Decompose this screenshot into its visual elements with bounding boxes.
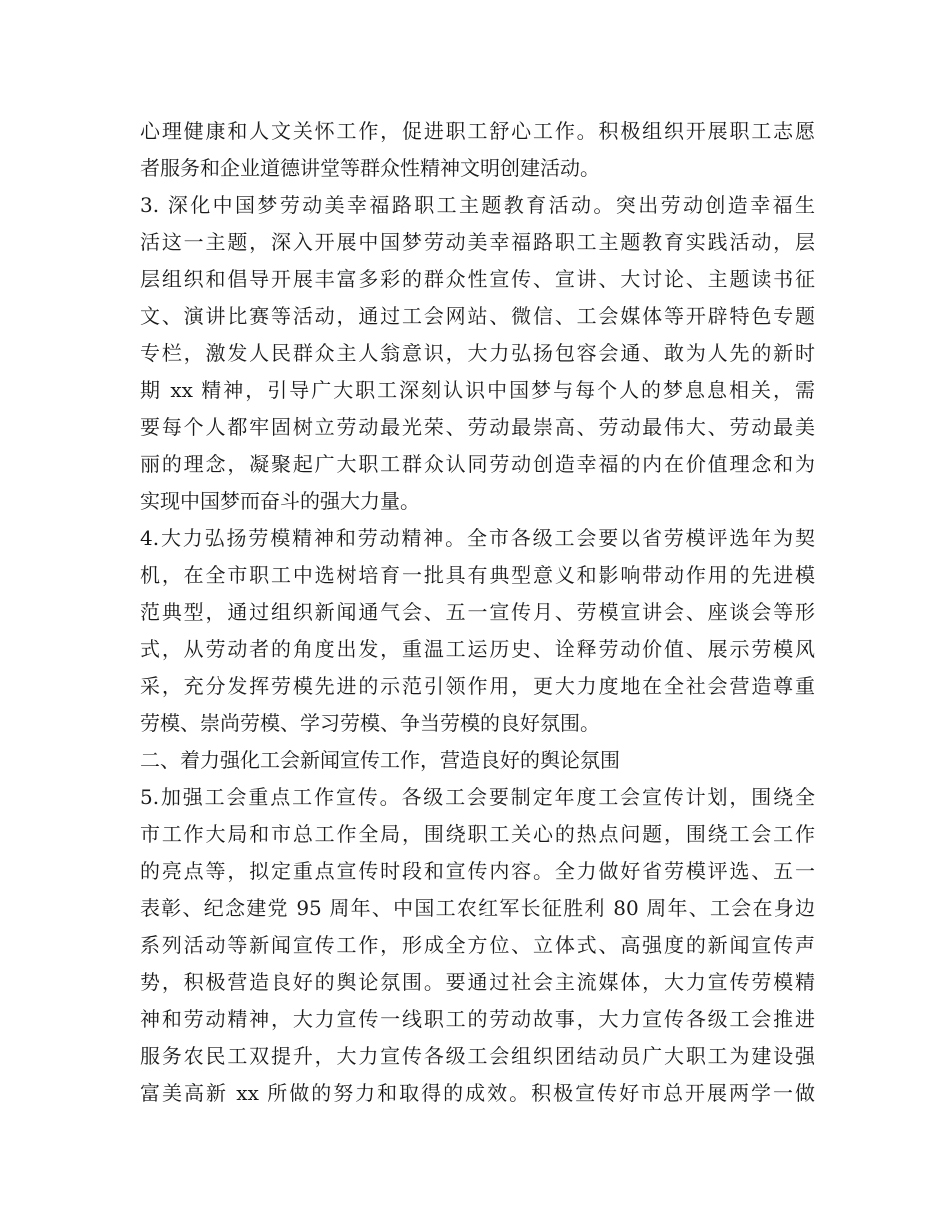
text-line: 者服务和企业道德讲堂等群众性精神文明创建活动。 (140, 156, 600, 180)
text-line: 期 xx 精神，引导广大职工深刻认识中国梦与每个人的梦息息相关，需 (140, 378, 815, 402)
text-line: 4.大力弘扬劳模精神和劳动精神。全市各级工会要以省劳模评选年为契 (140, 526, 815, 550)
text-line: 层组织和倡导开展丰富多彩的群众性宣传、宣讲、大讨论、主题读书征 (140, 267, 815, 291)
text-line: 势，积极营造良好的舆论氛围。要通过社会主流媒体，大力宣传劳模精 (140, 970, 815, 994)
text-line: 文、演讲比赛等活动，通过工会网站、微信、工会媒体等开辟特色专题 (140, 304, 815, 328)
text-line: 实现中国梦而奋斗的强大力量。 (140, 489, 420, 513)
text-line: 采，充分发挥劳模先进的示范引领作用，更大力度地在全社会营造尊重 (140, 674, 815, 698)
text-line: 表彰、纪念建党 95 周年、中国工农红军长征胜利 80 周年、工会在身边 (140, 896, 815, 920)
text-line: 5.加强工会重点工作宣传。各级工会要制定年度工会宣传计划，围绕全 (140, 785, 815, 809)
text-line: 市工作大局和市总工作全局，围绕职工关心的热点问题，围绕工会工作 (140, 822, 815, 846)
text-line: 服务农民工双提升，大力宣传各级工会组织团结动员广大职工为建设强 (140, 1044, 815, 1068)
body-text (140, 113, 815, 1112)
section-heading: 二、着力强化工会新闻宣传工作，营造良好的舆论氛围 (140, 748, 620, 772)
text-line: 机，在全市职工中选树培育一批具有典型意义和影响带动作用的先进模 (140, 563, 815, 587)
text-line: 要每个人都牢固树立劳动最光荣、劳动最崇高、劳动最伟大、劳动最美 (140, 415, 815, 439)
text-line: 劳模、崇尚劳模、学习劳模、争当劳模的良好氛围。 (140, 711, 600, 735)
text-line: 的亮点等，拟定重点宣传时段和宣传内容。全力做好省劳模评选、五一 (140, 859, 815, 883)
text-line: 式，从劳动者的角度出发，重温工运历史、诠释劳动价值、展示劳模风 (140, 637, 815, 661)
text-line: 系列活动等新闻宣传工作，形成全方位、立体式、高强度的新闻宣传声 (140, 933, 815, 957)
text-line: 丽的理念，凝聚起广大职工群众认同劳动创造幸福的内在价值理念和为 (140, 452, 815, 476)
text-line: 富美高新 xx 所做的努力和取得的成效。积极宣传好市总开展两学一做 (140, 1081, 815, 1105)
text-line: 范典型，通过组织新闻通气会、五一宣传月、劳模宣讲会、座谈会等形 (140, 600, 815, 624)
text-line: 专栏，激发人民群众主人翁意识，大力弘扬包容会通、敢为人先的新时 (140, 341, 815, 365)
text-line: 活这一主题，深入开展中国梦劳动美幸福路职工主题教育实践活动，层 (140, 230, 815, 254)
text-line: 3. 深化中国梦劳动美幸福路职工主题教育活动。突出劳动创造幸福生 (140, 193, 815, 217)
text-line: 神和劳动精神，大力宣传一线职工的劳动故事，大力宣传各级工会推进 (140, 1007, 815, 1031)
text-line: 心理健康和人文关怀工作，促进职工舒心工作。积极组织开展职工志愿 (140, 119, 815, 143)
